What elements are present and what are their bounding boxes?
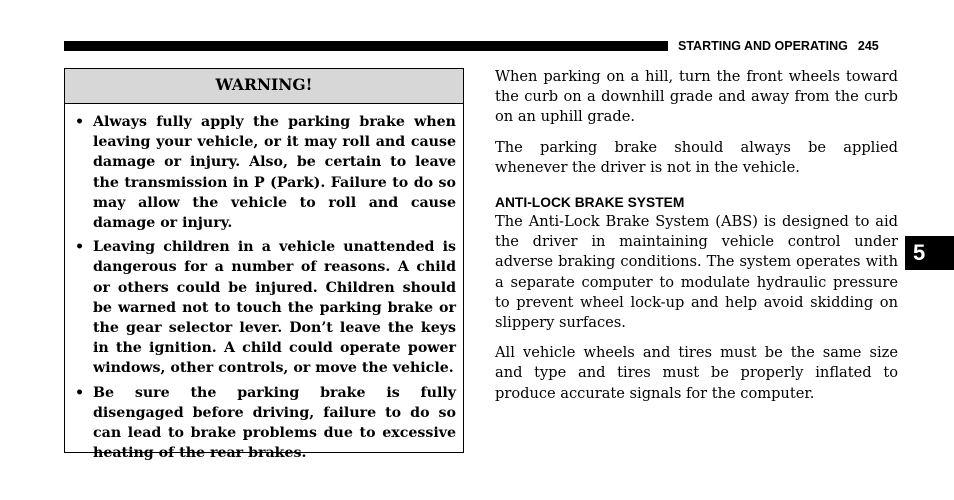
chapter-tab: 5 <box>905 236 954 270</box>
page-number: 245 <box>857 39 879 53</box>
running-header <box>678 37 898 55</box>
warning-item <box>75 383 456 464</box>
body-paragraph: The Anti-Lock Brake System (ABS) is designed to aid the driver in maintaining vehicle control under adverse braking conditions. The system operates with a separate computer to modulate hydraulic pressure to prevent wheel lock-up and help avoid skidding on slippery surfaces. <box>495 213 898 332</box>
body-paragraph: The parking brake should always be applied whenever the driver is not in the vehicle. <box>495 138 898 176</box>
bullet-icon: • <box>75 114 85 130</box>
warning-item-text: Be sure the parking brake is fully disengaged before driving, failure to do so can lead to brake problems due to excessive heating of the rear brakes. <box>93 384 456 462</box>
warning-item <box>75 237 456 378</box>
section-title: STARTING AND OPERATING <box>678 39 848 53</box>
body-column <box>495 67 898 414</box>
header-rule <box>64 41 668 51</box>
warning-item <box>75 112 456 233</box>
bullet-icon: • <box>75 239 85 256</box>
warning-item-text: Leaving children in a vehicle unattended is dangerous for a number of reasons. A child or others could be injured. Children should be warned not to touch the parking brake or the gear selector lever. Don’t leave the keys in the ignition. A child could operate power windows, other controls, or move the vehicle. <box>93 239 456 377</box>
body-paragraph: When parking on a hill, turn the front wheels toward the curb on a downhill grade and away from the curb on an uphill grade. <box>495 68 898 126</box>
section-heading: ANTI-LOCK BRAKE SYSTEM <box>495 195 685 211</box>
warning-box <box>64 68 464 462</box>
body-paragraph: All vehicle wheels and tires must be the same size and type and tires must be properly inflated to produce accurate signals for the computer. <box>495 344 898 402</box>
warning-item-text: Always fully apply the parking brake when leaving your vehicle, or it may roll and cause damage or injury. Also, be certain to leave the transmission in P (Park). Failure to do so may allow the vehicle to roll and cause damage or injury. <box>93 114 456 232</box>
warning-title: WARNING! <box>65 69 463 104</box>
warning-list <box>65 104 463 463</box>
bullet-icon: • <box>75 384 85 401</box>
